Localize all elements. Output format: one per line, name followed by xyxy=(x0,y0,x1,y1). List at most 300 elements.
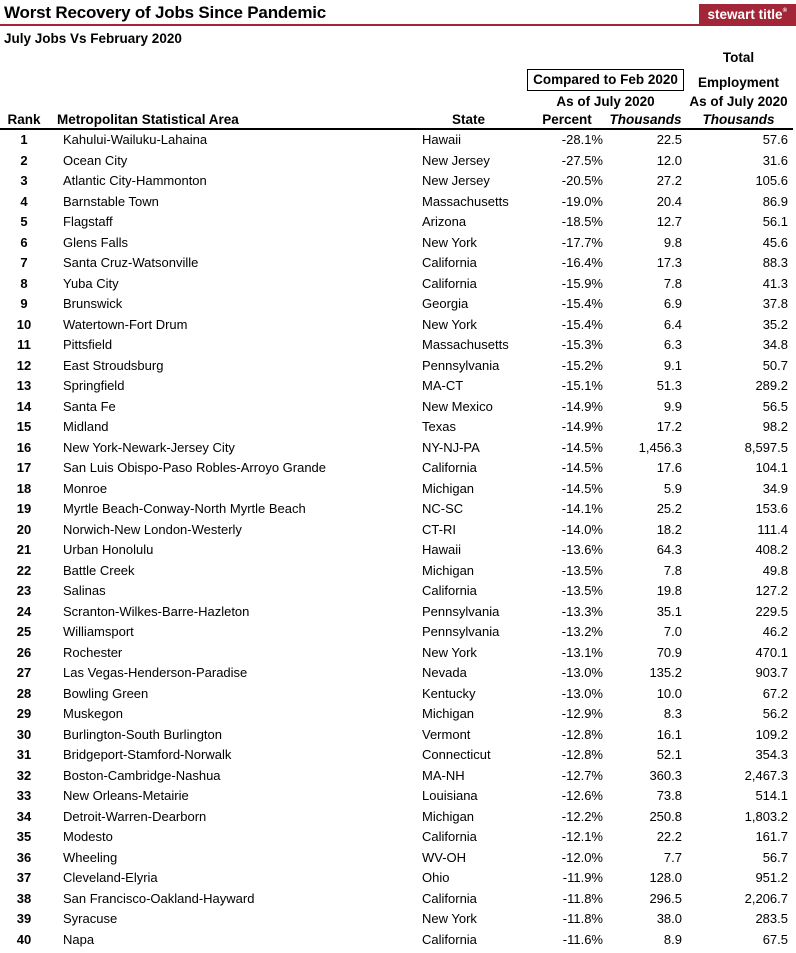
table-row xyxy=(0,602,793,623)
jobs-change-thousands-cell: 64.3 xyxy=(656,542,682,557)
jobs-change-thousands-cell: 128.0 xyxy=(649,870,682,885)
percent-cell: -11.8% xyxy=(562,890,603,906)
table-row xyxy=(0,786,793,807)
total-employment-thousands-cell: 31.6 xyxy=(762,152,788,168)
jobs-change-thousands-cell: 17.3 xyxy=(656,255,682,270)
percent-cell: -15.3% xyxy=(561,337,603,352)
jobs-change-thousands-cell: 18.2 xyxy=(656,521,682,537)
state-cell: MA-CT xyxy=(422,378,464,393)
msa-cell: Wheeling xyxy=(63,849,118,865)
percent-cell: -12.6% xyxy=(561,788,603,803)
state-cell: Massachusetts xyxy=(422,337,509,352)
percent-cell: -13.6% xyxy=(561,542,603,557)
percent-cell: -12.8% xyxy=(561,747,603,762)
total-employment-thousands-cell: 951.2 xyxy=(755,870,788,885)
percent-cell: -19.0% xyxy=(561,193,603,209)
rank-cell: 12 xyxy=(16,357,32,373)
table-row xyxy=(0,212,793,233)
state-cell: MA-NH xyxy=(422,767,465,783)
title-bar xyxy=(0,0,796,26)
state-cell: Michigan xyxy=(422,562,475,578)
thousands-total-column-header: Thousands xyxy=(702,112,775,127)
total-employment-thousands-cell: 67.5 xyxy=(762,931,788,947)
total-employment-thousands-cell: 903.7 xyxy=(755,665,788,680)
state-cell: NC-SC xyxy=(422,501,464,516)
jobs-change-thousands-cell: 9.9 xyxy=(663,398,682,414)
msa-cell: East Stroudsburg xyxy=(63,357,164,373)
msa-cell: Cleveland-Elyria xyxy=(63,870,158,885)
total-employment-thousands-cell: 67.2 xyxy=(762,685,788,701)
jobs-change-thousands-cell: 8.9 xyxy=(663,931,682,947)
total-employment-thousands-cell: 34.8 xyxy=(762,337,788,352)
rank-cell: 24 xyxy=(16,603,32,619)
msa-cell: Pittsfield xyxy=(63,337,113,352)
state-cell: California xyxy=(422,460,477,475)
table-row xyxy=(0,704,793,725)
msa-cell: Urban Honolulu xyxy=(63,542,154,557)
jobs-recovery-table xyxy=(0,48,793,950)
table-row xyxy=(0,151,793,172)
rank-cell: 23 xyxy=(16,583,32,598)
table-row xyxy=(0,725,793,746)
table-header xyxy=(0,48,793,129)
rank-cell: 17 xyxy=(16,460,32,475)
table-row xyxy=(0,561,793,582)
msa-cell: Boston-Cambridge-Nashua xyxy=(63,767,221,783)
as-of-july-total-label: As of July 2020 xyxy=(689,94,788,109)
table-row xyxy=(0,129,793,151)
table-row xyxy=(0,889,793,910)
state-cell: Arizona xyxy=(422,214,467,229)
state-cell: New York xyxy=(422,234,477,250)
state-cell: California xyxy=(422,931,477,947)
msa-cell: Watertown-Fort Drum xyxy=(63,316,188,332)
total-employment-thousands-cell: 1,803.2 xyxy=(744,808,788,824)
msa-cell: Flagstaff xyxy=(63,214,113,229)
jobs-change-thousands-cell: 22.5 xyxy=(656,132,682,147)
rank-cell: 14 xyxy=(16,398,32,414)
state-column-header: State xyxy=(451,112,485,127)
msa-cell: Scranton-Wilkes-Barre-Hazleton xyxy=(63,603,250,619)
total-employment-thousands-cell: 56.7 xyxy=(762,849,788,865)
table-row xyxy=(0,192,793,213)
page-subtitle: July Jobs Vs February 2020 xyxy=(4,31,182,46)
rank-cell: 29 xyxy=(16,706,32,721)
rank-cell: 5 xyxy=(20,214,28,229)
percent-cell: -15.4% xyxy=(561,296,603,311)
total-employment-thousands-cell: 229.5 xyxy=(755,603,788,619)
stewart-title-logo xyxy=(699,4,796,26)
total-employment-thousands-cell: 289.2 xyxy=(755,378,788,393)
state-cell: CT-RI xyxy=(422,521,456,537)
rank-cell: 38 xyxy=(16,890,32,906)
header-spacer xyxy=(0,48,684,66)
state-cell: California xyxy=(422,829,477,844)
msa-cell: Detroit-Warren-Dearborn xyxy=(63,808,207,824)
rank-cell: 20 xyxy=(16,521,32,537)
jobs-change-thousands-cell: 7.0 xyxy=(663,624,682,639)
header-row-compare xyxy=(0,66,793,91)
msa-cell: Burlington-South Burlington xyxy=(63,726,222,742)
msa-cell: Williamsport xyxy=(63,624,134,639)
rank-cell: 16 xyxy=(16,439,32,455)
percent-cell: -14.5% xyxy=(561,439,603,455)
rank-cell: 6 xyxy=(20,234,28,250)
jobs-change-thousands-cell: 52.1 xyxy=(656,747,682,762)
table-row xyxy=(0,294,793,315)
jobs-change-thousands-cell: 360.3 xyxy=(649,767,682,783)
jobs-change-thousands-cell: 12.7 xyxy=(656,214,682,229)
table-row xyxy=(0,807,793,828)
percent-cell: -12.2% xyxy=(561,808,603,824)
msa-cell: Atlantic City-Hammonton xyxy=(63,173,207,188)
total-employment-thousands-cell: 2,206.7 xyxy=(744,890,788,906)
percent-cell: -11.9% xyxy=(562,870,603,885)
jobs-change-thousands-cell: 17.2 xyxy=(656,419,682,434)
rank-cell: 2 xyxy=(20,152,28,168)
state-cell: New Mexico xyxy=(422,398,493,414)
table-row xyxy=(0,253,793,274)
total-employment-thousands-cell: 127.2 xyxy=(755,583,788,598)
state-cell: California xyxy=(422,890,477,906)
jobs-change-thousands-cell: 6.4 xyxy=(663,316,682,332)
jobs-change-thousands-cell: 19.8 xyxy=(656,583,682,598)
msa-cell: Myrtle Beach-Conway-North Myrtle Beach xyxy=(63,501,306,516)
table-row xyxy=(0,397,793,418)
total-group-label: Total xyxy=(722,50,755,65)
msa-cell: Glens Falls xyxy=(63,234,129,250)
registered-trademark-icon: ® xyxy=(782,8,787,14)
total-employment-thousands-cell: 98.2 xyxy=(762,419,788,434)
msa-cell: Springfield xyxy=(63,378,125,393)
percent-cell: -14.0% xyxy=(561,521,603,537)
percent-cell: -12.8% xyxy=(561,726,603,742)
msa-cell: New York-Newark-Jersey City xyxy=(63,439,235,455)
table-row xyxy=(0,581,793,602)
jobs-change-thousands-cell: 6.9 xyxy=(663,296,682,311)
rank-cell: 26 xyxy=(16,644,32,660)
msa-cell: Brunswick xyxy=(63,296,123,311)
percent-cell: -11.6% xyxy=(562,931,603,947)
state-cell: Texas xyxy=(422,419,456,434)
employment-group-label: Employment xyxy=(697,75,779,90)
state-cell: New York xyxy=(422,911,477,926)
rank-cell: 35 xyxy=(16,829,32,844)
percent-cell: -27.5% xyxy=(561,152,603,168)
percent-cell: -14.1% xyxy=(561,501,603,516)
rank-cell: 33 xyxy=(16,788,32,803)
jobs-change-thousands-cell: 27.2 xyxy=(656,173,682,188)
rank-cell: 13 xyxy=(16,378,32,393)
jobs-change-thousands-cell: 20.4 xyxy=(656,193,682,209)
percent-cell: -11.8% xyxy=(562,911,603,926)
percent-cell: -14.5% xyxy=(561,460,603,475)
msa-cell: Santa Fe xyxy=(63,398,116,414)
rank-cell: 1 xyxy=(20,132,28,147)
state-cell: New Jersey xyxy=(422,152,490,168)
state-cell: Ohio xyxy=(422,870,450,885)
state-cell: Pennsylvania xyxy=(422,624,500,639)
total-employment-thousands-cell: 35.2 xyxy=(762,316,788,332)
msa-cell: Muskegon xyxy=(63,706,123,721)
compared-to-feb-2020-label: Compared to Feb 2020 xyxy=(527,69,684,91)
rank-cell: 8 xyxy=(20,275,28,291)
jobs-change-thousands-cell: 9.1 xyxy=(663,357,682,373)
table-row xyxy=(0,868,793,889)
total-employment-thousands-cell: 46.2 xyxy=(762,624,788,639)
percent-cell: -14.9% xyxy=(561,398,603,414)
compared-group-cell xyxy=(527,66,684,91)
rank-cell: 28 xyxy=(16,685,32,701)
thousands-change-column-header: Thousands xyxy=(609,112,682,127)
state-cell: New York xyxy=(422,644,477,660)
jobs-change-thousands-cell: 73.8 xyxy=(656,788,682,803)
table-row xyxy=(0,766,793,787)
total-employment-thousands-cell: 2,467.3 xyxy=(744,767,788,783)
percent-cell: -13.3% xyxy=(561,603,603,619)
table-row xyxy=(0,643,793,664)
percent-cell: -13.5% xyxy=(561,583,603,598)
state-cell: Michigan xyxy=(422,480,475,496)
total-employment-thousands-cell: 161.7 xyxy=(755,829,788,844)
rank-cell: 25 xyxy=(16,624,32,639)
table-row xyxy=(0,622,793,643)
total-employment-thousands-cell: 105.6 xyxy=(755,173,788,188)
rank-cell: 21 xyxy=(16,542,32,557)
total-employment-thousands-cell: 104.1 xyxy=(755,460,788,475)
table-row xyxy=(0,233,793,254)
percent-cell: -15.2% xyxy=(561,357,603,373)
msa-cell: Monroe xyxy=(63,480,108,496)
table-row xyxy=(0,171,793,192)
table-row xyxy=(0,438,793,459)
jobs-change-thousands-cell: 10.0 xyxy=(656,685,682,701)
msa-cell: Norwich-New London-Westerly xyxy=(63,521,242,537)
msa-cell: Barnstable Town xyxy=(63,193,159,209)
percent-cell: -17.7% xyxy=(561,234,603,250)
percent-cell: -13.2% xyxy=(561,624,603,639)
msa-cell: Ocean City xyxy=(63,152,128,168)
msa-cell: San Francisco-Oakland-Hayward xyxy=(63,890,255,906)
page-title: Worst Recovery of Jobs Since Pandemic xyxy=(4,3,327,22)
table-row xyxy=(0,356,793,377)
percent-cell: -15.9% xyxy=(561,275,603,291)
percent-cell: -28.1% xyxy=(561,132,603,147)
state-cell: Michigan xyxy=(422,808,475,824)
header-row-asof xyxy=(0,91,793,110)
msa-cell: Bridgeport-Stamford-Norwalk xyxy=(63,747,232,762)
total-employment-thousands-cell: 88.3 xyxy=(762,255,788,270)
msa-cell: Santa Cruz-Watsonville xyxy=(63,255,199,270)
msa-cell: Battle Creek xyxy=(63,562,135,578)
percent-cell: -20.5% xyxy=(561,173,603,188)
total-employment-thousands-cell: 408.2 xyxy=(755,542,788,557)
state-cell: Pennsylvania xyxy=(422,603,500,619)
rank-cell: 4 xyxy=(20,193,28,209)
jobs-change-thousands-cell: 7.8 xyxy=(663,275,682,291)
jobs-change-thousands-cell: 250.8 xyxy=(649,808,682,824)
rank-cell: 40 xyxy=(16,931,32,947)
jobs-change-thousands-cell: 135.2 xyxy=(649,665,682,680)
table-row xyxy=(0,479,793,500)
percent-cell: -14.9% xyxy=(561,419,603,434)
state-cell: Massachusetts xyxy=(422,193,509,209)
table-row xyxy=(0,930,793,951)
state-cell: Pennsylvania xyxy=(422,357,500,373)
total-employment-thousands-cell: 56.2 xyxy=(762,706,788,721)
msa-cell: Kahului-Wailuku-Lahaina xyxy=(63,132,208,147)
percent-cell: -15.1% xyxy=(561,378,603,393)
percent-cell: -16.4% xyxy=(561,255,603,270)
header-spacer xyxy=(0,66,527,91)
total-employment-thousands-cell: 283.5 xyxy=(755,911,788,926)
table-row xyxy=(0,663,793,684)
table-row xyxy=(0,417,793,438)
table-row xyxy=(0,684,793,705)
jobs-change-thousands-cell: 51.3 xyxy=(656,378,682,393)
table-row xyxy=(0,499,793,520)
jobs-change-thousands-cell: 38.0 xyxy=(656,911,682,926)
state-cell: Georgia xyxy=(422,296,469,311)
msa-cell: San Luis Obispo-Paso Robles-Arroyo Grande xyxy=(63,460,327,475)
state-cell: California xyxy=(422,583,477,598)
total-employment-thousands-cell: 56.5 xyxy=(762,398,788,414)
state-cell: Kentucky xyxy=(422,685,476,701)
percent-cell: -14.5% xyxy=(561,480,603,496)
table-row xyxy=(0,274,793,295)
total-employment-thousands-cell: 86.9 xyxy=(762,193,788,209)
total-employment-thousands-cell: 514.1 xyxy=(755,788,788,803)
rank-cell: 18 xyxy=(16,480,32,496)
state-cell: Connecticut xyxy=(422,747,491,762)
table-row xyxy=(0,848,793,869)
msa-cell: Las Vegas-Henderson-Paradise xyxy=(63,665,248,680)
percent-cell: -12.9% xyxy=(561,706,603,721)
percent-cell: -13.1% xyxy=(561,644,603,660)
jobs-change-thousands-cell: 296.5 xyxy=(649,890,682,906)
state-cell: Nevada xyxy=(422,665,467,680)
rank-cell: 32 xyxy=(16,767,32,783)
state-cell: New Jersey xyxy=(422,173,490,188)
table-body xyxy=(0,129,793,950)
rank-cell: 22 xyxy=(16,562,32,578)
total-employment-thousands-cell: 45.6 xyxy=(762,234,788,250)
rank-cell: 37 xyxy=(16,870,32,885)
jobs-change-thousands-cell: 35.1 xyxy=(656,603,682,619)
table-row xyxy=(0,909,793,930)
jobs-change-thousands-cell: 22.2 xyxy=(656,829,682,844)
total-employment-thousands-cell: 111.4 xyxy=(757,521,788,537)
rank-cell: 15 xyxy=(16,419,32,434)
percent-column-header: Percent xyxy=(542,112,592,127)
state-cell: NY-NJ-PA xyxy=(422,439,480,455)
rank-cell: 39 xyxy=(16,911,32,926)
total-employment-thousands-cell: 34.9 xyxy=(762,480,788,496)
table-row xyxy=(0,827,793,848)
percent-cell: -18.5% xyxy=(561,214,603,229)
rank-cell: 30 xyxy=(16,726,32,742)
total-employment-thousands-cell: 56.1 xyxy=(762,214,788,229)
table-row xyxy=(0,376,793,397)
rank-column-header: Rank xyxy=(7,112,41,127)
msa-column-header: Metropolitan Statistical Area xyxy=(57,112,239,127)
state-cell: Hawaii xyxy=(422,542,462,557)
percent-cell: -15.4% xyxy=(561,316,603,332)
rank-cell: 9 xyxy=(20,296,28,311)
total-employment-thousands-cell: 8,597.5 xyxy=(744,439,788,455)
header-row-total xyxy=(0,48,793,66)
rank-cell: 7 xyxy=(20,255,28,270)
msa-cell: Syracuse xyxy=(63,911,118,926)
state-cell: Louisiana xyxy=(422,788,478,803)
msa-cell: Modesto xyxy=(63,829,113,844)
table-row xyxy=(0,458,793,479)
rank-cell: 10 xyxy=(16,316,32,332)
percent-cell: -12.0% xyxy=(561,849,603,865)
jobs-change-thousands-cell: 7.7 xyxy=(663,849,682,865)
table-row xyxy=(0,335,793,356)
jobs-change-thousands-cell: 25.2 xyxy=(656,501,682,516)
header-row-columns xyxy=(0,110,793,129)
jobs-change-thousands-cell: 8.3 xyxy=(663,706,682,721)
table-row xyxy=(0,520,793,541)
state-cell: New York xyxy=(422,316,477,332)
jobs-change-thousands-cell: 12.0 xyxy=(656,152,682,168)
total-employment-thousands-cell: 49.8 xyxy=(762,562,788,578)
total-employment-thousands-cell: 109.2 xyxy=(755,726,788,742)
percent-cell: -12.1% xyxy=(561,829,603,844)
state-cell: Hawaii xyxy=(422,132,462,147)
jobs-change-thousands-cell: 6.3 xyxy=(663,337,682,352)
rank-cell: 11 xyxy=(17,337,31,352)
rank-cell: 34 xyxy=(16,808,32,824)
percent-cell: -13.0% xyxy=(561,685,603,701)
percent-cell: -13.5% xyxy=(561,562,603,578)
jobs-change-thousands-cell: 70.9 xyxy=(656,644,682,660)
as-of-july-compared-label: As of July 2020 xyxy=(556,94,655,109)
total-employment-thousands-cell: 50.7 xyxy=(762,357,788,373)
jobs-change-thousands-cell: 7.8 xyxy=(663,562,682,578)
state-cell: California xyxy=(422,255,477,270)
msa-cell: Rochester xyxy=(63,644,123,660)
rank-cell: 19 xyxy=(16,501,32,516)
jobs-change-thousands-cell: 1,456.3 xyxy=(638,439,682,455)
rank-cell: 27 xyxy=(16,665,32,680)
total-employment-thousands-cell: 153.6 xyxy=(755,501,788,516)
jobs-change-thousands-cell: 16.1 xyxy=(656,726,682,742)
table-row xyxy=(0,745,793,766)
msa-cell: Midland xyxy=(63,419,109,434)
table-row xyxy=(0,540,793,561)
jobs-change-thousands-cell: 17.6 xyxy=(656,460,682,475)
state-cell: WV-OH xyxy=(422,849,467,865)
state-cell: California xyxy=(422,275,477,291)
msa-cell: Napa xyxy=(63,931,95,947)
total-employment-thousands-cell: 470.1 xyxy=(755,644,788,660)
logo-text: stewart title xyxy=(707,7,783,22)
jobs-change-thousands-cell: 5.9 xyxy=(663,480,682,496)
state-cell: Michigan xyxy=(422,706,475,721)
table-row xyxy=(0,315,793,336)
msa-cell: New Orleans-Metairie xyxy=(63,788,189,803)
msa-cell: Yuba City xyxy=(63,275,119,291)
total-employment-thousands-cell: 354.3 xyxy=(755,747,788,762)
total-employment-thousands-cell: 41.3 xyxy=(762,275,788,291)
rank-cell: 31 xyxy=(16,747,32,762)
header-spacer xyxy=(0,91,527,110)
state-cell: Vermont xyxy=(422,726,471,742)
jobs-change-thousands-cell: 9.8 xyxy=(663,234,682,250)
